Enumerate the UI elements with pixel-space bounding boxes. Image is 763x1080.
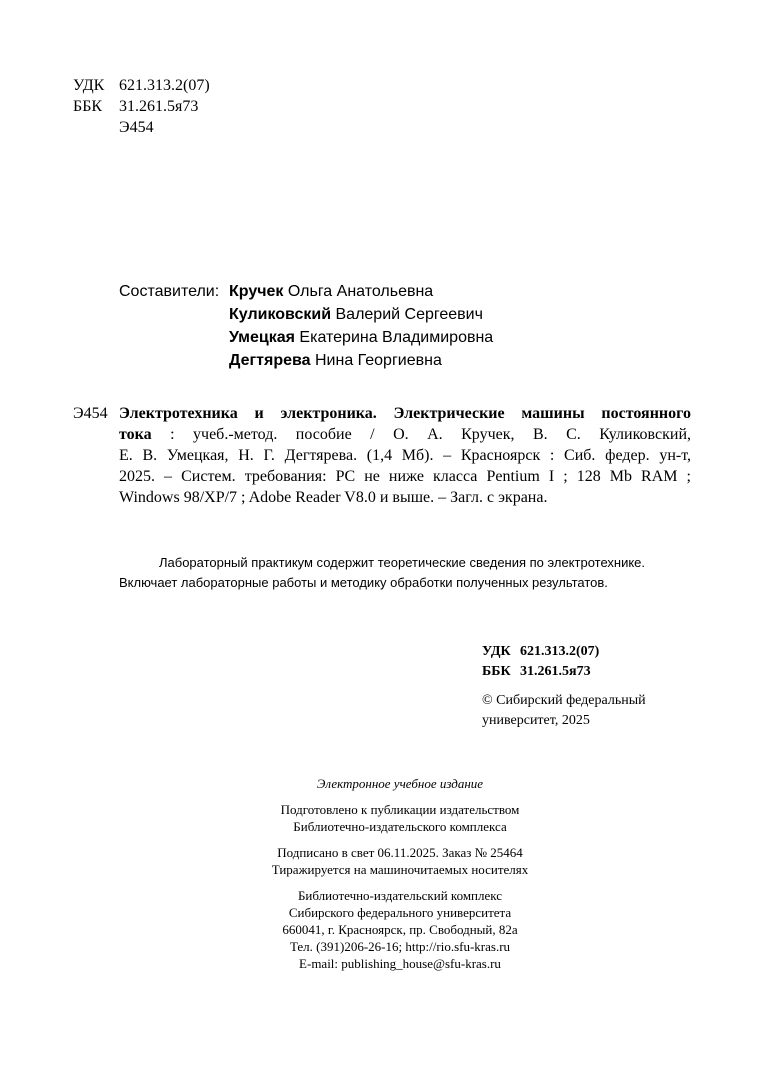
compiler-name: Нина Георгиевна — [314, 352, 442, 369]
publisher-line: Библиотечно-издательский комплекс — [297, 888, 503, 903]
right-classification-block — [482, 642, 646, 731]
prepared-line: Подготовлено к публикации издательством — [280, 802, 520, 817]
signed-line: Подписано в свет 06.11.2025. Заказ № 25464 — [277, 845, 523, 860]
classification-block — [73, 75, 210, 138]
udk-row — [73, 75, 210, 96]
compiler-surname: Куликовский — [229, 306, 332, 323]
biblio-line: Windows 98/XP/7 ; Adobe Reader V8.0 и выше. – Загл. с экрана. — [119, 489, 548, 506]
biblio-line — [73, 403, 691, 424]
abstract-line: Включает лабораторные работы и методику обработки полученных результатов. — [119, 575, 608, 590]
author-sign-row — [73, 117, 210, 138]
abstract-line: Лабораторный практикум содержит теоретические сведения по электротехнике. — [159, 555, 646, 570]
compiler-surname: Дегтярева — [229, 352, 311, 369]
right-udk-label: УДК — [482, 644, 511, 659]
book-title-cont: тока — [119, 426, 152, 443]
compiler-item — [229, 281, 493, 304]
replication-line: Тиражируется на машиночитаемых носителях — [271, 862, 529, 877]
right-udk-row — [482, 642, 646, 662]
right-bbk-value: 31.261.5я73 — [520, 664, 591, 679]
compiler-name: Екатерина Владимировна — [299, 329, 494, 346]
abstract — [119, 554, 691, 594]
bibliographic-record — [73, 403, 691, 508]
publisher-line: Сибирского федерального университета — [288, 905, 512, 920]
compiler-surname: Умецкая — [229, 329, 295, 346]
biblio-line — [73, 424, 691, 445]
bbk-row — [73, 96, 210, 117]
prepared-line: Библиотечно-издательского комплекса — [293, 819, 507, 834]
udk-value: 621.313.2(07) — [119, 77, 210, 94]
biblio-line: 2025. – Систем. требования: PC не ниже класса Pentium I ; 128 Mb RAM ; — [119, 468, 691, 485]
bbk-value: 31.261.5я73 — [119, 98, 199, 115]
compilers-label: Составители: — [119, 283, 220, 300]
publisher-phone-site: Тел. (391)206-26-16; http://rio.sfu-kras.ru — [289, 939, 511, 954]
compiler-item — [229, 350, 493, 373]
right-udk-value: 621.313.2(07) — [520, 644, 600, 659]
biblio-sign: Э454 — [73, 405, 108, 422]
compiler-surname: Кручек — [229, 283, 284, 300]
copyright-line: университет, 2025 — [482, 713, 590, 728]
right-bbk-label: ББК — [482, 664, 511, 679]
udk-label: УДК — [73, 77, 105, 94]
imprint — [0, 775, 763, 972]
edition-type: Электронное учебное издание — [316, 776, 484, 791]
publisher-address: 660041, г. Красноярск, пр. Свободный, 82а — [282, 922, 518, 937]
right-bbk-row — [482, 662, 646, 682]
compiler-name: Валерий Сергеевич — [335, 306, 483, 323]
compiler-item — [229, 304, 493, 327]
book-subtitle: : учеб.-метод. пособие / О. А. Кручек, В. С. Куликовский, — [170, 426, 692, 443]
copyright-line: © Сибирский федеральный — [482, 693, 646, 708]
compiler-name: Ольга Анатольевна — [287, 283, 434, 300]
compilers-list — [229, 281, 493, 373]
book-title: Электротехника и электроника. Электрические машины постоянного — [119, 405, 691, 422]
compiler-item — [229, 327, 493, 350]
publisher-email: E-mail: publishing_house@sfu-kras.ru — [299, 956, 501, 971]
author-sign: Э454 — [119, 119, 154, 136]
bbk-label: ББК — [73, 98, 103, 115]
biblio-line: Е. В. Умецкая, Н. Г. Дегтярева. (1,4 Мб). – Красноярск : Сиб. федер. ун-т, — [119, 447, 691, 464]
